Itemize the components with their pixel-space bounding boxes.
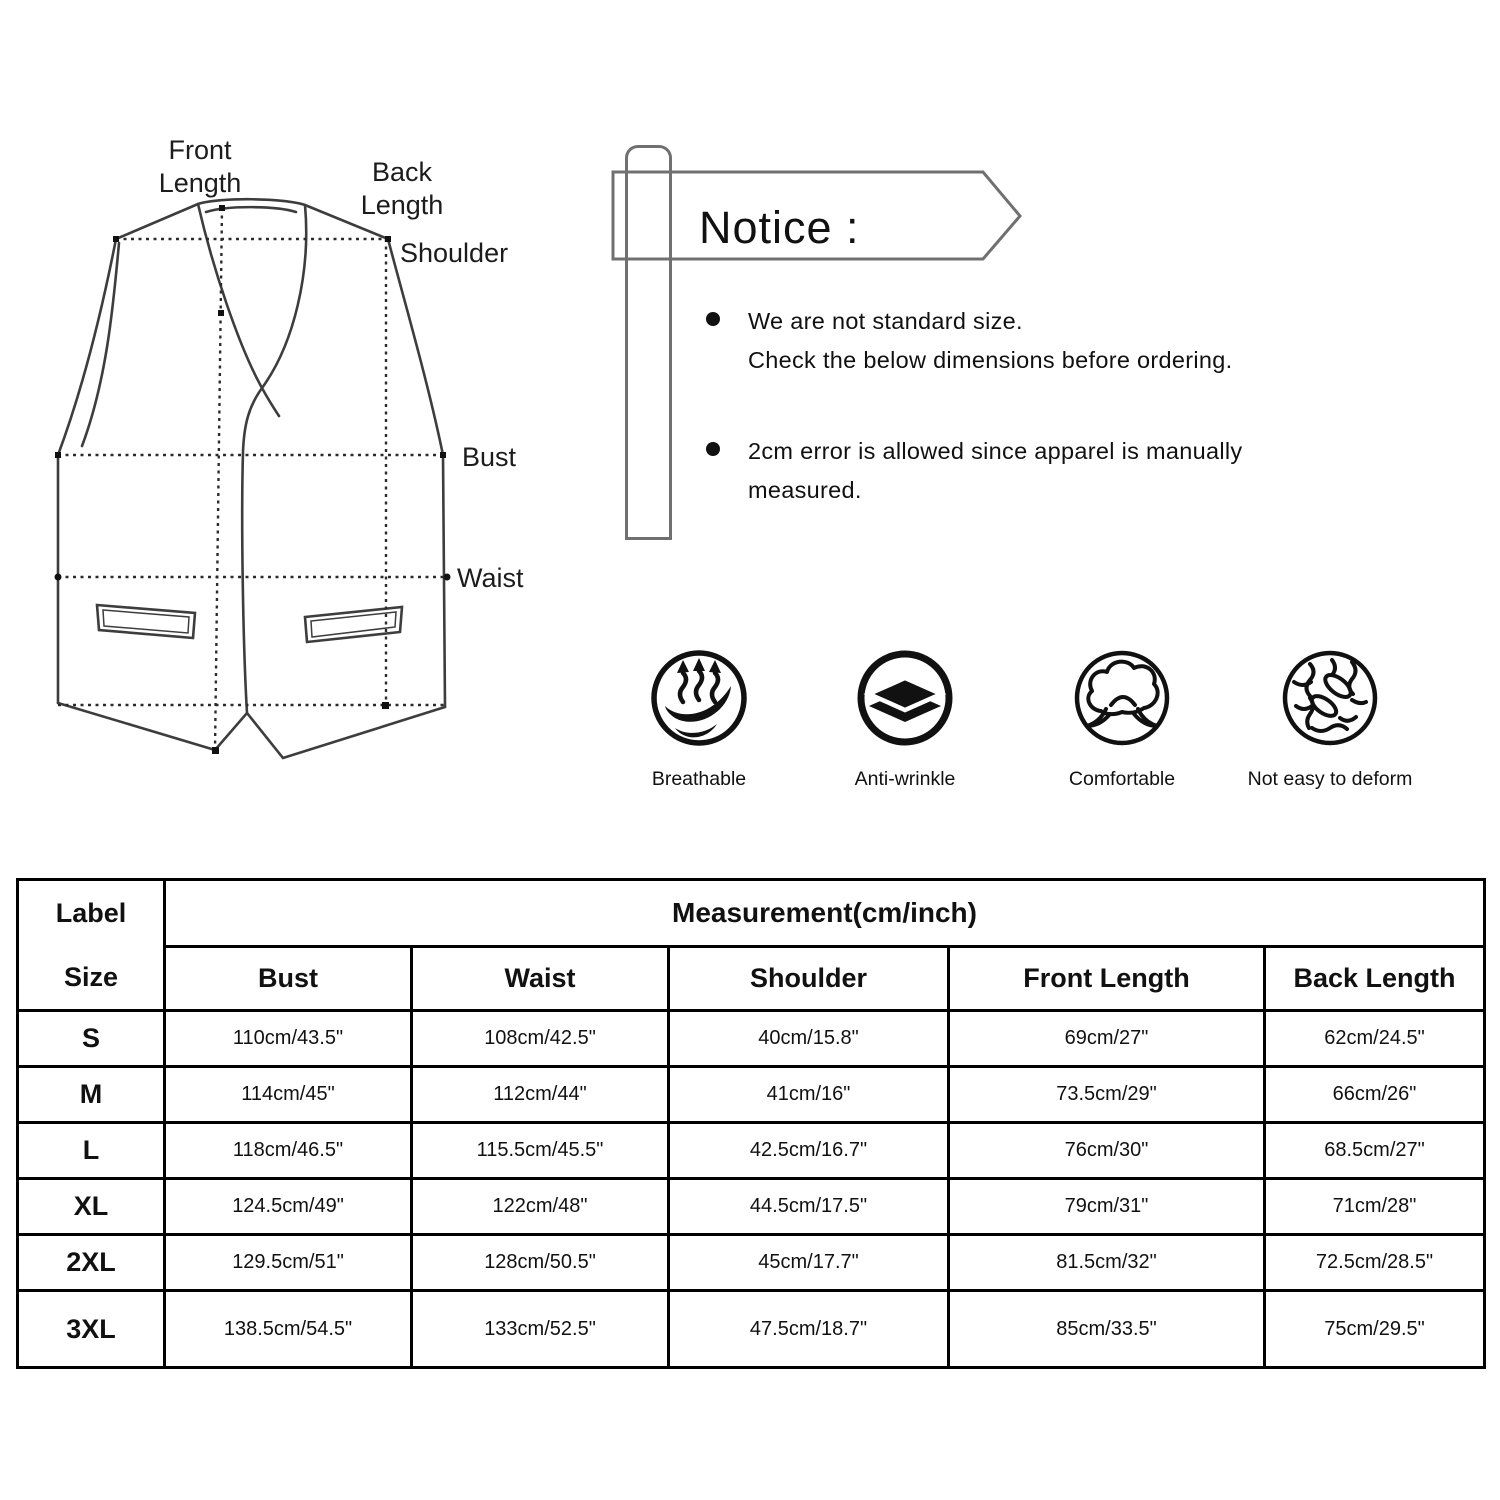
not-easy-to-deform-icon — [1280, 648, 1380, 748]
table-row — [18, 1179, 1485, 1235]
back-length-label: Back Length — [360, 157, 444, 220]
cell: 122cm/48" — [412, 1179, 669, 1235]
cell: 68.5cm/27" — [1265, 1123, 1485, 1179]
cell: 75cm/29.5" — [1265, 1291, 1485, 1368]
waist-label: Waist — [457, 563, 524, 593]
table-row — [18, 1011, 1485, 1067]
cell: 41cm/16" — [669, 1067, 949, 1123]
cell: 85cm/33.5" — [949, 1291, 1265, 1368]
table-corner-header — [18, 880, 165, 1011]
cell: 128cm/50.5" — [412, 1235, 669, 1291]
corner-line-1: Label — [55, 898, 127, 928]
bust-label: Bust — [462, 442, 517, 472]
notice-bullet-2 — [748, 432, 1388, 510]
notice-bullet-1-line-1: We are not standard size. — [748, 308, 1023, 334]
cell: 42.5cm/16.7" — [669, 1123, 949, 1179]
size-label: S — [18, 1011, 165, 1067]
cell: 110cm/43.5" — [165, 1011, 412, 1067]
feature-label: Comfortable — [1068, 768, 1176, 790]
front-length-label: Front Length — [158, 135, 242, 198]
size-label: L — [18, 1123, 165, 1179]
notice-bullet-1 — [748, 302, 1388, 380]
anti-wrinkle-icon — [855, 648, 955, 748]
column-header-back-length: Back Length — [1265, 946, 1485, 1010]
corner-line-2: Size — [63, 962, 119, 992]
table-row — [18, 1067, 1485, 1123]
feature-label: Anti-wrinkle — [854, 768, 956, 790]
cell: 44.5cm/17.5" — [669, 1179, 949, 1235]
cell: 71cm/28" — [1265, 1179, 1485, 1235]
bullet-icon — [706, 312, 720, 326]
column-header-bust: Bust — [165, 946, 412, 1010]
size-label: XL — [18, 1179, 165, 1235]
cell: 76cm/30" — [949, 1123, 1265, 1179]
cell: 115.5cm/45.5" — [412, 1123, 669, 1179]
cell: 69cm/27" — [949, 1011, 1265, 1067]
table-row — [18, 1291, 1485, 1368]
cell: 112cm/44" — [412, 1067, 669, 1123]
feature-label: Breathable — [651, 768, 747, 790]
cell: 40cm/15.8" — [669, 1011, 949, 1067]
cell: 81.5cm/32" — [949, 1235, 1265, 1291]
column-header-shoulder: Shoulder — [669, 946, 949, 1010]
size-label: 2XL — [18, 1235, 165, 1291]
cell: 45cm/17.7" — [669, 1235, 949, 1291]
shoulder-label: Shoulder — [400, 238, 509, 268]
notice-bullet-2-line-1: 2cm error is allowed since apparel is manually — [748, 438, 1243, 464]
feature-not-easy-to-deform — [1220, 648, 1440, 791]
notice-bullet-2-line-2: measured. — [748, 477, 862, 503]
cell: 66cm/26" — [1265, 1067, 1485, 1123]
cell: 79cm/31" — [949, 1179, 1265, 1235]
cell: 72.5cm/28.5" — [1265, 1235, 1485, 1291]
cell: 129.5cm/51" — [165, 1235, 412, 1291]
cell: 114cm/45" — [165, 1067, 412, 1123]
feature-label: Not easy to deform — [1247, 768, 1413, 790]
feature-comfortable — [1012, 648, 1232, 791]
cell: 108cm/42.5" — [412, 1011, 669, 1067]
table-main-header: Measurement(cm/inch) — [165, 880, 1485, 947]
table-row — [18, 1235, 1485, 1291]
feature-breathable — [589, 648, 809, 791]
cell: 47.5cm/18.7" — [669, 1291, 949, 1368]
size-label: 3XL — [18, 1291, 165, 1368]
comfortable-icon — [1072, 648, 1172, 748]
cell: 73.5cm/29" — [949, 1067, 1265, 1123]
notice-bullet-1-line-2: Check the below dimensions before ordering. — [748, 347, 1233, 373]
size-table — [16, 878, 1486, 1369]
cell: 118cm/46.5" — [165, 1123, 412, 1179]
column-header-waist: Waist — [412, 946, 669, 1010]
bullet-icon — [706, 442, 720, 456]
column-header-front-length: Front Length — [949, 946, 1265, 1010]
size-label: M — [18, 1067, 165, 1123]
cell: 124.5cm/49" — [165, 1179, 412, 1235]
notice-title: Notice : — [699, 202, 860, 253]
cell: 133cm/52.5" — [412, 1291, 669, 1368]
table-row — [18, 1123, 1485, 1179]
feature-anti-wrinkle — [795, 648, 1015, 791]
cell: 138.5cm/54.5" — [165, 1291, 412, 1368]
cell: 62cm/24.5" — [1265, 1011, 1485, 1067]
breathable-icon — [649, 648, 749, 748]
